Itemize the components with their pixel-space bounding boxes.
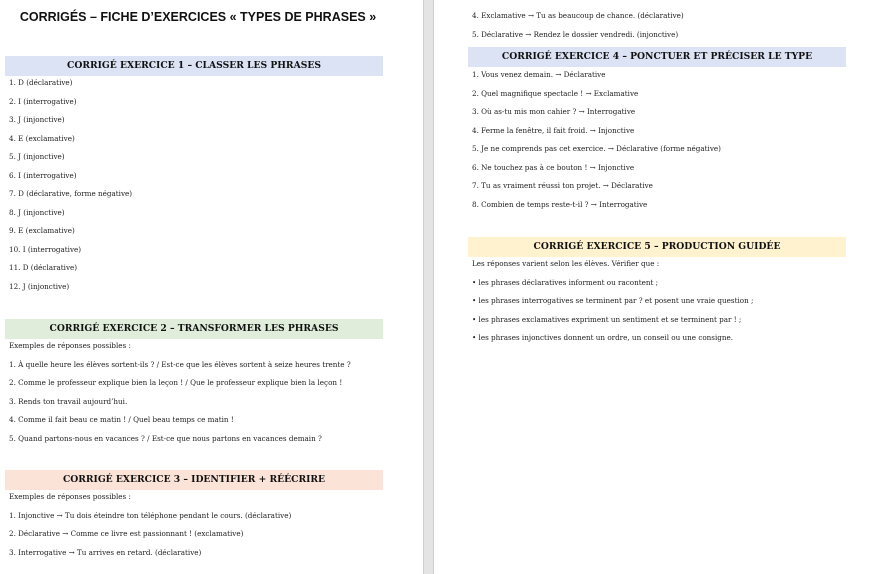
- ex1-line: 1. D (déclarative): [9, 78, 73, 87]
- ex4-line: 3. Où as-tu mis mon cahier ? → Interrogative: [472, 107, 636, 116]
- ex2-line: 2. Comme le professeur explique bien la leçon ! / Que le professeur explique bien la leçon !: [9, 378, 343, 387]
- ex4-line: 6. Ne touchez pas à ce bouton ! → Injonctive: [472, 162, 635, 172]
- ex5-line: • les phrases injonctives donnent un ordre, un conseil ou une consigne.: [472, 333, 734, 342]
- ex3-line: 4. Exclamative → Tu as beaucoup de chance. (déclarative): [472, 11, 684, 20]
- ex1-line: 11. D (déclarative): [9, 263, 78, 272]
- ex2-line: Exemples de réponses possibles :: [9, 341, 131, 350]
- ex4-line: 4. Ferme la fenêtre, il fait froid. → Injonctive: [472, 125, 635, 135]
- ex5-line: • les phrases déclaratives informent ou racontent ;: [472, 277, 659, 287]
- ex3-line: 5. Déclarative → Rendez le dossier vendredi. (injonctive): [472, 29, 679, 39]
- ex2-line: 4. Comme il fait beau ce matin ! / Quel beau temps ce matin !: [9, 415, 234, 424]
- ex5-line: • les phrases exclamatives expriment un sentiment et se terminent par ! ;: [472, 314, 742, 324]
- exercise-2-heading: CORRIGÉ EXERCICE 2 – TRANSFORMER LES PHRASES: [5, 319, 383, 339]
- ex3-line: 3. Interrogative → Tu arrives en retard. (déclarative): [9, 547, 202, 557]
- ex3-line: 1. Injonctive → Tu dois éteindre ton téléphone pendant le cours. (déclarative): [9, 510, 292, 520]
- ex5-line: Les réponses varient selon les élèves. Vérifier que :: [472, 259, 660, 268]
- ex1-line: 12. J (injonctive): [9, 281, 70, 291]
- ex3-line: Exemples de réponses possibles :: [9, 492, 131, 501]
- ex2-line: 5. Quand partons-nous en vacances ? / Est-ce que nous partons en vacances demain ?: [9, 433, 322, 443]
- ex1-line: 4. E (exclamative): [9, 133, 75, 143]
- ex1-line: 8. J (injonctive): [9, 207, 65, 217]
- document-title: CORRIGÉS – FICHE D’EXERCICES « TYPES DE PHRASES »: [19, 10, 377, 24]
- ex1-line: 6. I (interrogative): [9, 170, 77, 180]
- ex5-line: • les phrases interrogatives se terminent par ? et posent une vraie question ;: [472, 296, 754, 305]
- ex4-line: 5. Je ne comprends pas cet exercice. → Déclarative (forme négative): [472, 144, 721, 153]
- exercise-5-heading: CORRIGÉ EXERCICE 5 – PRODUCTION GUIDÉE: [468, 237, 846, 257]
- ex1-line: 9. E (exclamative): [9, 226, 75, 235]
- exercise-4-heading: CORRIGÉ EXERCICE 4 – PONCTUER ET PRÉCISER LE TYPE: [468, 47, 846, 67]
- exercise-3-heading: CORRIGÉ EXERCICE 3 – IDENTIFIER + RÉÉCRIRE: [5, 470, 383, 490]
- ex2-line: 1. À quelle heure les élèves sortent-ils ? / Est-ce que les élèves sortent à seize heures trente ?: [9, 359, 351, 369]
- ex3-line: 2. Déclarative → Comme ce livre est passionnant ! (exclamative): [9, 529, 244, 538]
- ex1-line: 2. I (interrogative): [9, 96, 77, 106]
- exercise-1-heading: CORRIGÉ EXERCICE 1 – CLASSER LES PHRASES: [5, 56, 383, 76]
- ex4-line: 7. Tu as vraiment réussi ton projet. → Déclarative: [472, 181, 653, 190]
- ex4-line: 2. Quel magnifique spectacle ! → Exclamative: [472, 88, 639, 98]
- ex4-line: 8. Combien de temps reste-t-il ? → Interrogative: [472, 199, 648, 209]
- ex1-line: 10. I (interrogative): [9, 244, 82, 254]
- page-gutter: [423, 0, 434, 574]
- ex1-line: 7. D (déclarative, forme négative): [9, 189, 133, 198]
- ex1-line: 5. J (injonctive): [9, 152, 65, 161]
- ex4-line: 1. Vous venez demain. → Déclarative: [472, 70, 606, 79]
- page-left: [0, 0, 423, 574]
- ex2-line: 3. Rends ton travail aujourd’hui.: [9, 396, 128, 406]
- ex1-line: 3. J (injonctive): [9, 115, 65, 124]
- page-right: [434, 0, 875, 574]
